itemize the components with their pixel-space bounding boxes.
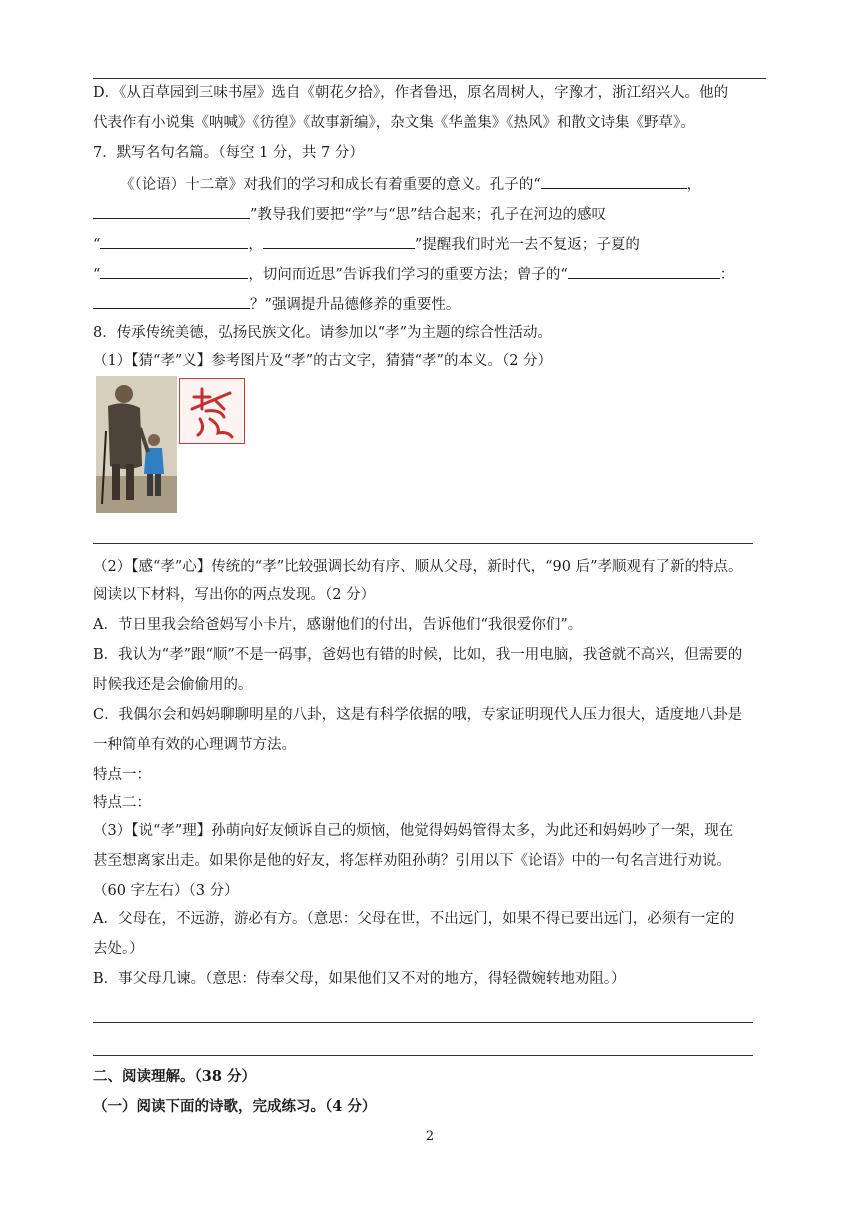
blank-2[interactable]: [93, 204, 250, 219]
answer-line-8-1: [93, 543, 753, 544]
answer-line-8-3-a: [93, 1022, 753, 1023]
question-7-line-3: “ ， ”提醒我们时光一去不复返；子夏的: [93, 234, 640, 254]
blank-5[interactable]: [100, 264, 248, 279]
blank-7[interactable]: [93, 294, 250, 309]
blank-6[interactable]: [568, 264, 720, 279]
page-number: 2: [425, 1129, 435, 1144]
question-8-title: 8．传承传统美德，弘扬民族文化。请参加以“孝”为主题的综合性活动。: [93, 325, 553, 341]
question-8-3-line-3: （60 字左右）（3 分）: [93, 883, 239, 899]
question-7-title: 7．默写名句名篇。（每空 1 分，共 7 分）: [93, 145, 364, 161]
material-b-line-2: 时候我还是会偷偷用的。: [93, 677, 253, 693]
material-b-line-1: B．我认为“孝”跟“顺”不是一码事，爸妈也有错的时候，比如，我一用电脑，我爸就不高兴，但需要的: [93, 647, 743, 663]
quote-b: B．事父母几谏。（意思：侍奉父母，如果他们又不对的地方，得轻微婉转地劝阻。）: [93, 971, 626, 987]
blank-3[interactable]: [100, 234, 248, 249]
question-7-line-2: ”教导我们要把“学”与“思”结合起来；孔子在河边的感叹: [93, 204, 606, 224]
material-c-line-2: 一种简单有效的心理调节方法。: [93, 737, 296, 753]
material-c-line-1: C．我偶尔会和妈妈聊聊明星的八卦，这是有科学依据的哦，专家证明现代人压力很大，适度地八卦是: [93, 707, 743, 723]
answer-line-8-3-b: [93, 1055, 753, 1056]
top-answer-line: [93, 78, 766, 79]
blank-4[interactable]: [263, 234, 415, 249]
question-8-3-line-1: （3）【说“孝”理】孙萌向好友倾诉自己的烦恼，他觉得妈妈管得太多，为此还和妈妈吵了一架，现在: [93, 823, 734, 839]
grandfather-child-picture: [96, 376, 177, 513]
option-d-line-2: 代表作有小说集《呐喊》《彷徨》《故事新编》，杂文集《华盖集》《热风》和散文诗集《野草》。: [93, 115, 695, 131]
quote-a-line-2: 去处。）: [93, 941, 144, 957]
material-a: A．节日里我会给爸妈写小卡片，感谢他们的付出，告诉他们“我很爱你们”。: [93, 617, 583, 633]
question-7-line-1: 《（论语）十二章》对我们的学习和成长有着重要的意义。孔子的“ ，: [120, 174, 701, 194]
question-8-2-line-1: （2）【感“孝”心】传统的“孝”比较强调长幼有序、顺从父母，新时代，“90 后”孝顺观有了新的特点。: [93, 559, 743, 575]
quote-a-line-1: A．父母在，不远游，游必有方。（意思：父母在世，不出远门，如果不得已要出远门，必须有一定的: [93, 911, 735, 927]
section-2-1-heading: （一）阅读下面的诗歌，完成练习。（4 分）: [93, 1098, 377, 1115]
question-7-line-5: ？”强调提升品德修养的重要性。: [93, 294, 460, 314]
feature-one-label: 特点一：: [93, 767, 151, 783]
section-2-heading: 二、阅读理解。（38 分）: [93, 1068, 256, 1085]
feature-two-label: 特点二：: [93, 795, 151, 811]
question-8-2-line-2: 阅读以下材料，写出你的两点发现。（2 分）: [93, 587, 376, 603]
ancient-xiao-character-seal: [179, 378, 245, 444]
question-8-1: （1）【猜“孝”义】参考图片及“孝”的古文字，猜猜“孝”的本义。（2 分）: [93, 353, 553, 369]
question-7-line-4: “ ，切问而近思”告诉我们学习的重要方法；曾子的“ ：: [93, 264, 734, 284]
option-d-line-1: D．《从百草园到三味书屋》选自《朝花夕拾》，作者鲁迅，原名周树人，字豫才，浙江绍兴人。他的: [93, 85, 729, 101]
blank-1[interactable]: [541, 174, 687, 189]
question-8-3-line-2: 甚至想离家出走。如果你是他的好友，将怎样劝阻孙萌？引用以下《论语》中的一句名言进行劝说。: [93, 853, 731, 869]
